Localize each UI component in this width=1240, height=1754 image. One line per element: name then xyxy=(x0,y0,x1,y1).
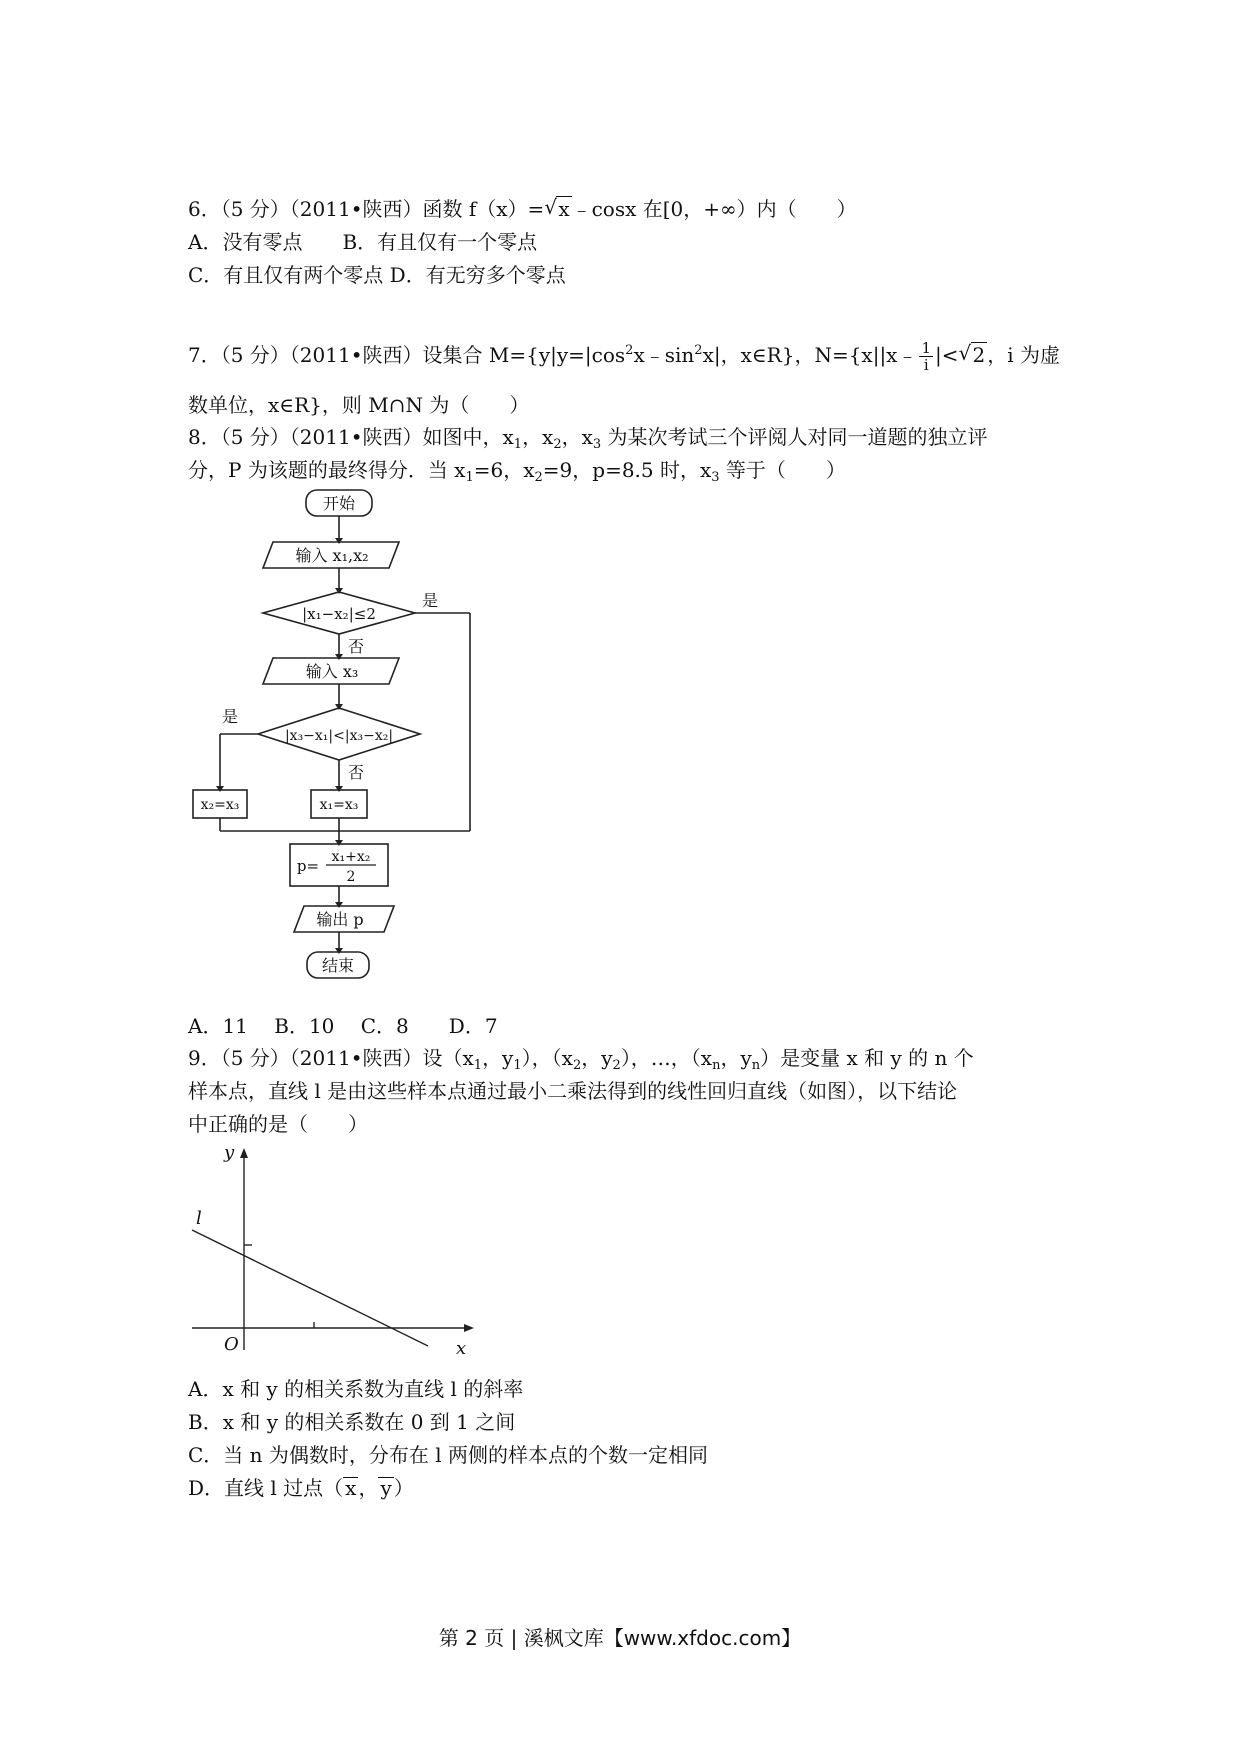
flowchart xyxy=(180,486,480,986)
y-axis-label: y xyxy=(224,1142,235,1163)
q9-option-d: D．直线 l 过点（ x ， y ） xyxy=(188,1476,414,1500)
flow-no-1: 否 xyxy=(347,637,365,656)
flow-yes-2: 是 xyxy=(221,707,239,726)
q9-stem-2: 样本点，直线 l 是由这些样本点通过最小二乘法得到的线性回归直线（如图），以下结论 xyxy=(188,1079,958,1103)
q6-options-1: A．没有零点 B．有且仅有一个零点 xyxy=(188,230,538,254)
x-bar: x xyxy=(345,1476,357,1500)
flow-end-label: 结束 xyxy=(321,956,355,975)
sqrt-symbol: √ x xyxy=(544,196,571,222)
flow-yes-1: 是 xyxy=(421,591,439,610)
q9-option-a: A．x 和 y 的相关系数为直线 l 的斜率 xyxy=(188,1377,524,1401)
sqrt-symbol: √ 2 xyxy=(959,342,988,368)
q6-options-2: C．有且仅有两个零点 D．有无穷多个零点 xyxy=(188,263,566,287)
flow-formula-p: p= xyxy=(296,857,320,875)
q8-stem-2: 分，P 为该题的最终得分．当 $x_1=6$，$x_2=9$，p=8.5 时，$x_3$ 等于（ ） xyxy=(188,458,846,485)
line-l-label: l xyxy=(196,1208,202,1229)
q7-stem: 7．（5 分）（2011•陕西）设集合 $M=\{y|y=|\cos^2x﹣\sin^2x|$，x∈R}，N={x||x﹣ $\frac{1}{i}$ |<√ 2 ，i 为虚 xyxy=(188,340,1060,373)
q9-stem-3: 中正确的是（ ） xyxy=(188,1112,368,1136)
q6-stem: 6．（5 分）（2011•陕西）函数 f（x）=√ x ﹣cosx 在[0，+∞）内（ ） xyxy=(188,196,857,222)
flow-output-label: 输出 p xyxy=(316,910,364,929)
q9-stem-1: 9．（5 分）（2011•陕西）设（$x_1$，$y_1$），（$x_2$，$y_2$），…，（$x_n$，$y_n$）是变量 x 和 y 的 n 个 xyxy=(188,1046,974,1073)
origin-label: O xyxy=(224,1334,239,1355)
page-footer: 第 2 页 | 溪枫文库【www.xfdoc.com】 xyxy=(438,1626,802,1650)
flow-input3-label: 输入 x₃ xyxy=(305,662,359,681)
y-axis-arrow xyxy=(240,1148,248,1158)
q9-option-b: B．x 和 y 的相关系数在 0 到 1 之间 xyxy=(188,1410,516,1434)
flow-cond2-label: |x₃−x₁|<|x₃−x₂| xyxy=(284,728,394,744)
flow-start-label: 开始 xyxy=(322,494,356,513)
y-bar: y xyxy=(380,1476,392,1500)
q8-options: A．11 B．10 C．8 D．7 xyxy=(188,1014,498,1038)
q9-option-c: C．当 n 为偶数时，分布在 l 两侧的样本点的个数一定相同 xyxy=(188,1443,709,1467)
q8-stem-1: 8．（5 分）（2011•陕西）如图中，$x_1$，$x_2$，$x_3$ 为某次考试三个评阅人对同一道题的独立评 xyxy=(188,425,988,452)
x-axis-arrow xyxy=(464,1324,474,1332)
q7-stem-2: 数单位，x∈R}，则 M∩N 为（ ） xyxy=(188,393,530,417)
flow-no-2: 否 xyxy=(347,763,365,782)
fraction-1-over-i: $\frac{1}{i}$ xyxy=(921,339,932,374)
flow-cond1-label: |x₁−x₂|≤2 xyxy=(302,605,376,623)
flow-formula-den: 2 xyxy=(346,869,356,885)
flow-input12-label: 输入 x₁,x₂ xyxy=(295,546,369,565)
regression-graph xyxy=(180,1138,480,1358)
x-axis-label: x xyxy=(456,1338,467,1358)
flow-assign-right-label: x₁=x₃ xyxy=(319,797,359,813)
flow-assign-left-label: x₂=x₃ xyxy=(200,797,240,813)
flow-formula-num: x₁+x₂ xyxy=(331,849,371,865)
